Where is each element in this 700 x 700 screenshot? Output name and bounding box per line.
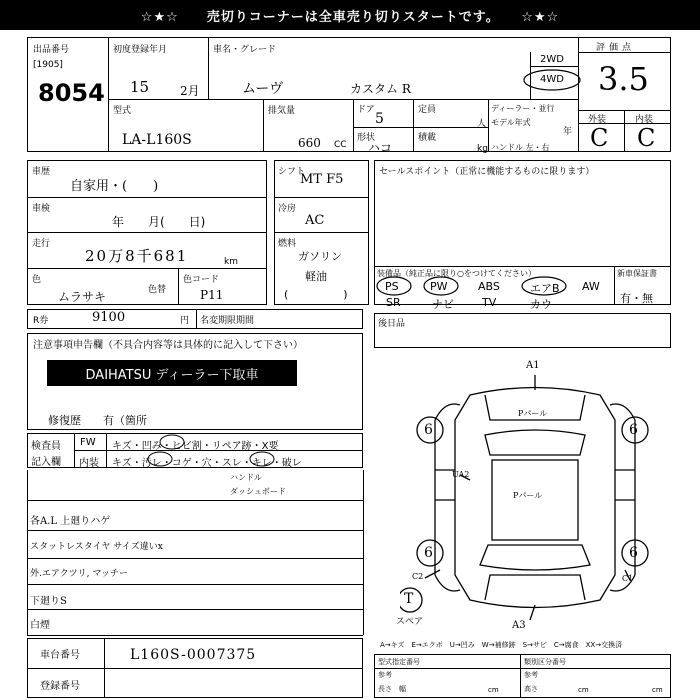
- hand-note-4: 下廻りS: [30, 596, 67, 607]
- interior-row-label: 内装: [79, 458, 99, 469]
- shift-value: MT F5: [300, 172, 344, 187]
- cm-unit-2: cm: [578, 686, 589, 694]
- door-label: ドア: [357, 105, 375, 115]
- divider: [488, 99, 489, 152]
- class-label: 類別区分番号: [524, 658, 566, 666]
- mark-c2: C2: [412, 572, 424, 581]
- divider: [27, 268, 267, 269]
- divider: [353, 127, 488, 128]
- inspector-label-2: 記入欄: [31, 457, 61, 468]
- warranty-label: 新車保証書: [617, 269, 657, 278]
- notes-header: 注意事項申告欄（不具合内容等は具体的に記入して下さい）: [33, 340, 303, 351]
- divider: [108, 37, 109, 152]
- kg-unit: kg: [477, 144, 488, 154]
- divider: [624, 110, 625, 152]
- divider: [530, 66, 578, 67]
- mark-pearl-hood: Pパール: [518, 409, 548, 418]
- tire-fl: 6: [424, 422, 433, 438]
- year-suffix: 年: [563, 127, 573, 137]
- divider: [374, 266, 671, 267]
- divider: [263, 99, 264, 152]
- equip-sr: SR: [386, 296, 401, 309]
- color-code-label: 色コード: [183, 275, 220, 285]
- grade: カスタム R: [350, 82, 411, 96]
- rule: [27, 609, 363, 610]
- seats-label: 定員: [418, 105, 437, 115]
- damage-legend: A→キズ E→エクボ U→凹み W→補修跡 S→サビ C→腐食 XX→交換済: [380, 641, 623, 649]
- equipment-circles: [374, 274, 614, 298]
- tire-rl: 6: [424, 545, 433, 561]
- lot-number: 8054: [38, 79, 105, 107]
- fuel-alt: 軽油: [305, 270, 327, 283]
- first-reg-year: 15: [130, 78, 150, 96]
- history-label: 車歴: [32, 167, 51, 177]
- divider: [108, 99, 578, 100]
- shift-label: シフト: [278, 167, 306, 177]
- divider: [614, 266, 615, 305]
- car-name-label: 車名・グレード: [213, 45, 277, 55]
- equip-tv: TV: [482, 296, 497, 309]
- chassis-value: L160S-0007375: [130, 647, 257, 663]
- rule: [27, 635, 363, 636]
- divider: [578, 37, 579, 152]
- model-year-label: モデル年式: [491, 118, 531, 127]
- dealer-label: ディーラー・並行: [491, 104, 555, 113]
- interior-grade: C: [637, 124, 656, 152]
- drive-4wd: 4WD: [540, 74, 564, 85]
- fuel-value: ガソリン: [298, 250, 342, 263]
- divider: [374, 668, 671, 669]
- mileage-label: 走行: [32, 239, 51, 249]
- shape-value: ハコ: [368, 141, 393, 155]
- repair-label: 修復歴 有（箇所: [48, 414, 147, 427]
- doors-value: 5: [375, 111, 384, 127]
- shape-label: 形状: [357, 133, 376, 143]
- divider: [520, 654, 521, 698]
- spare-letter: T: [404, 591, 414, 607]
- inspection-label: 車検: [32, 204, 51, 214]
- divider: [27, 668, 363, 669]
- equip-cow: カウ: [530, 298, 552, 311]
- divider: [27, 197, 267, 198]
- dims-label: 長さ 幅: [378, 685, 406, 693]
- fuel-paren: ( ): [284, 288, 348, 301]
- inspector-note-1: ハンドル: [230, 473, 262, 482]
- divider: [27, 232, 267, 233]
- tire-rr: 6: [629, 545, 638, 561]
- inspector-label-1: 検査員: [31, 441, 61, 452]
- equip-airbag: エアB: [530, 282, 560, 295]
- lot-label: 出品番号: [33, 45, 70, 55]
- exterior-grade: C: [590, 124, 609, 152]
- divider: [208, 37, 209, 99]
- divider: [178, 268, 179, 305]
- hand-note-5: 白煙: [30, 620, 50, 631]
- cooling-value: AC: [305, 213, 325, 228]
- displacement-label: 排気量: [268, 106, 296, 116]
- cm-unit-1: cm: [488, 686, 499, 694]
- car-name: ムーヴ: [242, 81, 284, 97]
- divider: [413, 99, 414, 152]
- inspector-note-2: ダッシュボード: [230, 487, 286, 496]
- handle-label: ハンドル 左・右: [491, 143, 550, 152]
- inspection-value: 年 月( 日): [112, 215, 206, 229]
- after-block: [374, 313, 671, 348]
- divider: [104, 638, 105, 698]
- reg-label: 登録番号: [40, 681, 80, 692]
- notes-left-border: [27, 470, 28, 635]
- mark-c1: C1: [622, 574, 634, 583]
- deadline-label: 名変期限期間: [200, 316, 255, 326]
- mark-a1: A1: [526, 360, 540, 371]
- mark-ua2: UA2: [452, 470, 470, 479]
- exterior-label: 外装: [588, 115, 607, 125]
- yen-unit: 円: [180, 316, 190, 326]
- specified-label: 型式指定番号: [378, 658, 420, 666]
- chassis-label: 車台番号: [40, 650, 80, 661]
- inspector-circles: [140, 432, 280, 468]
- equip-ps: PS: [385, 280, 399, 293]
- fw-label: FW: [80, 437, 96, 448]
- color-change-label: 色替: [148, 285, 167, 295]
- sales-point-label: セールスポイント（正常に機能するものに限ります）: [379, 167, 595, 177]
- displacement-value: 660: [298, 136, 321, 150]
- dims-label-2: 高さ: [524, 685, 538, 693]
- load-label: 積載: [418, 133, 437, 143]
- rule: [27, 530, 363, 531]
- drive-2wd: 2WD: [540, 54, 564, 65]
- equipment-label: 装備品（純正品に限り○をつけてください）: [377, 269, 536, 278]
- cm-unit-3: cm: [652, 686, 663, 694]
- equip-abs: ABS: [478, 280, 500, 293]
- recycle-value: 9100: [92, 310, 126, 325]
- warranty-value: 有・無: [620, 292, 653, 305]
- after-label: 後日品: [378, 319, 406, 329]
- recycle-label: R券: [33, 316, 49, 326]
- fw-items: キズ・凹み・ヒビ割・リペア跡・X要: [112, 441, 279, 452]
- ref-2: 参考: [524, 671, 538, 679]
- divider: [196, 309, 197, 329]
- hand-note-2: スタットレスタイヤ サイズ違いx: [30, 542, 163, 552]
- top-banner: ☆★☆ 売切りコーナーは全車売り切りスタートです。 ☆★☆: [0, 0, 700, 30]
- interior-items: キズ・汚レ・コゲ・穴・スレ・キレ・破レ: [112, 458, 302, 469]
- hand-note-1: 各A.L 上廻りハゲ: [30, 516, 111, 527]
- first-reg-month: 2月: [180, 84, 200, 98]
- eval-label: 評価点: [596, 43, 636, 53]
- equip-pw: PW: [430, 280, 448, 293]
- km-unit: km: [224, 257, 238, 267]
- cc-unit: CC: [334, 140, 347, 150]
- rule: [27, 558, 363, 559]
- divider: [274, 232, 369, 233]
- notes-right-border: [363, 470, 364, 635]
- tire-fr: 6: [629, 422, 638, 438]
- ref-1: 参考: [378, 671, 392, 679]
- equip-aw: AW: [582, 280, 600, 293]
- lot-sub: [1905]: [33, 60, 63, 70]
- circle-4wd-mark: [522, 68, 582, 92]
- mileage-value: 20万8千681: [85, 247, 189, 265]
- mark-pearl-roof: Pパール: [513, 491, 543, 500]
- hand-note-3: 外.エアクツリ, マッチー: [30, 569, 128, 579]
- spare-label: スペア: [396, 617, 424, 627]
- equip-navi: ナビ: [432, 298, 454, 311]
- divider: [353, 99, 354, 152]
- eval-score: 3.5: [598, 60, 649, 98]
- model-label: 型式: [113, 106, 132, 116]
- rule: [27, 584, 363, 585]
- recycle-row: [27, 309, 363, 329]
- first-reg-label: 初度登録年月: [113, 45, 168, 55]
- divider: [274, 197, 369, 198]
- cooling-label: 冷房: [278, 204, 297, 214]
- color-value: ムラサキ: [58, 290, 107, 304]
- history-value: 自家用・( ): [70, 179, 159, 194]
- person-unit: 人: [477, 119, 487, 129]
- mark-a3: A3: [512, 620, 526, 631]
- model-value: LA-L160S: [122, 132, 192, 148]
- interior-label: 内装: [635, 115, 654, 125]
- rule: [27, 500, 363, 501]
- color-label: 色: [32, 275, 42, 285]
- dealer-trade-banner: DAIHATSU ディーラー下取車: [47, 360, 297, 386]
- fuel-label: 燃料: [278, 239, 297, 249]
- color-code: P11: [200, 288, 224, 302]
